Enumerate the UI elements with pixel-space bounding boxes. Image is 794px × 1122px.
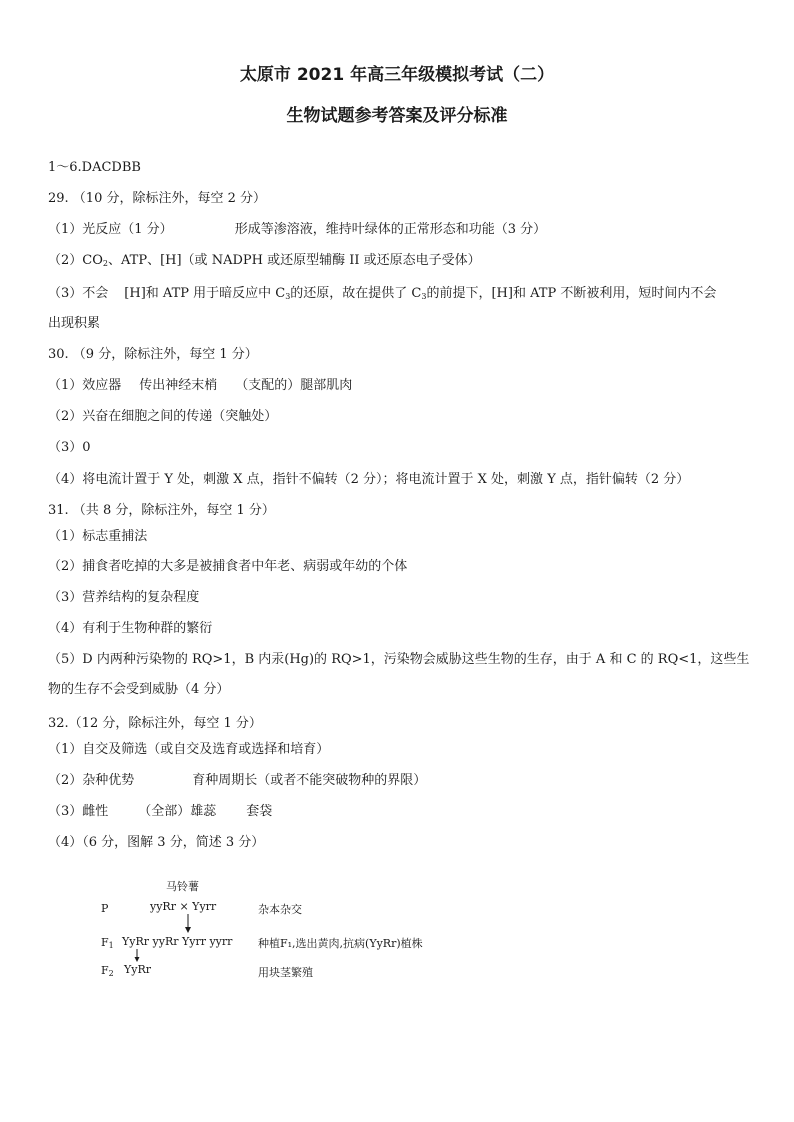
f2-letter: F <box>101 964 109 977</box>
crop-label: 马铃薯 <box>166 880 199 893</box>
q31-answer-5-cont: 物的生存不会受到威胁（4 分） <box>48 682 230 697</box>
f1-note: 种植F₁,选出黄肉,抗病(YyRr)植株 <box>258 937 423 950</box>
q29-a3-pre: （3）不会 <box>48 286 109 301</box>
q32-answer-3 <box>48 803 272 821</box>
q32-a3-part1: （3）雌性 <box>48 804 109 819</box>
page-title: 太原市 2021 年高三年级模拟考试（二） <box>239 65 555 85</box>
f2-genotype: YyRr <box>124 963 152 976</box>
page-subtitle: 生物试题参考答案及评分标准 <box>286 106 508 126</box>
q29-answer-3-cont: 出现积累 <box>48 316 101 331</box>
q30-head: 30. （9 分，除标注外，每空 1 分） <box>48 347 258 362</box>
f2-sub: 2 <box>108 969 114 978</box>
q29-a2-post: 、ATP、[H]（或 NADPH 或还原型辅酶 II 或还原态电子受体） <box>107 253 481 268</box>
f2-generation-label <box>101 964 114 978</box>
q29-a3-sub1: 3 <box>285 292 291 301</box>
q29-a3-mid2: 的还原，故在提供了 C <box>290 286 422 301</box>
q30-a1-part3: （支配的）腿部肌肉 <box>235 378 353 393</box>
q32-a2-part2: 育种周期长（或者不能突破物种的界限） <box>192 773 427 788</box>
arrow-p-to-f1 <box>185 914 191 933</box>
q29-answer-3 <box>48 285 716 306</box>
q29-a1-part1: （1）光反应（1 分） <box>48 222 173 237</box>
q32-a2-part1: （2）杂种优势 <box>48 773 135 788</box>
q30-a1-part1: （1）效应器 <box>48 378 122 393</box>
p-cross: yyRr × Yyrr <box>150 900 217 913</box>
q32-a3-part2: （全部）雄蕊 <box>138 804 217 819</box>
f2-note: 用块茎繁殖 <box>258 966 313 979</box>
q29-head: 29. （10 分，除标注外，每空 2 分） <box>48 191 267 206</box>
q30-a1-part2: 传出神经末梢 <box>139 378 218 393</box>
q31-answer-3: （3）营养结构的复杂程度 <box>48 590 200 605</box>
q32-head: 32.（12 分，除标注外，每空 1 分） <box>48 716 262 731</box>
q29-a3-mid1: [H]和 ATP 用于暗反应中 C <box>124 286 286 301</box>
q31-answer-5: （5）D 内两种污染物的 RQ>1，B 内汞(Hg)的 RQ>1，污染物会威胁这些生物的生存，由于 A 和 C 的 RQ<1，这些生 <box>48 652 750 667</box>
q32-answer-4: （4）（6 分，图解 3 分，简述 3 分） <box>48 835 265 850</box>
q29-a3-post: 的前提下，[H]和 ATP 不断被利用，短时间内不会 <box>426 286 717 301</box>
q31-answer-1: （1）标志重捕法 <box>48 529 148 544</box>
f1-letter: F <box>101 936 109 949</box>
q29-answer-1 <box>48 221 546 239</box>
q31-answer-2: （2）捕食者吃掉的大多是被捕食者中年老、病弱或年幼的个体 <box>48 559 408 574</box>
q32-answer-2 <box>48 772 426 790</box>
p-note: 杂本杂交 <box>258 903 302 916</box>
q32-a3-part3: 套袋 <box>246 804 273 819</box>
arrow-f1-to-f2 <box>135 949 140 962</box>
choice-answers: 1～6.DACDBB <box>48 160 141 175</box>
q29-a2-pre: （2）CO <box>48 253 103 268</box>
q30-answer-4: （4）将电流计置于 Y 处，刺激 X 点，指针不偏转（2 分）；将电流计置于 X 处，刺激 Y 点，指针偏转（2 分） <box>48 472 690 487</box>
p-generation-label: P <box>101 902 109 915</box>
q29-answer-2 <box>48 252 481 273</box>
f1-sub: 1 <box>108 941 114 950</box>
q29-a1-part2: 形成等渗溶液，维持叶绿体的正常形态和功能（3 分） <box>234 222 547 237</box>
f1-generation-label <box>101 936 114 950</box>
q29-a3-sub2: 3 <box>421 292 427 301</box>
q30-answer-3: （3）0 <box>48 440 91 455</box>
q30-answer-1 <box>48 377 352 395</box>
q29-a2-sub: 2 <box>102 259 108 268</box>
q31-head: 31. （共 8 分，除标注外，每空 1 分） <box>48 503 275 518</box>
q32-answer-1: （1）自交及筛选（或自交及选育或选择和培育） <box>48 742 330 757</box>
q30-answer-2: （2）兴奋在细胞之间的传递（突触处） <box>48 409 278 424</box>
q31-answer-4: （4）有利于生物种群的繁衍 <box>48 621 213 636</box>
f1-genotypes: YyRr yyRr Yyrr yyrr <box>122 935 233 948</box>
